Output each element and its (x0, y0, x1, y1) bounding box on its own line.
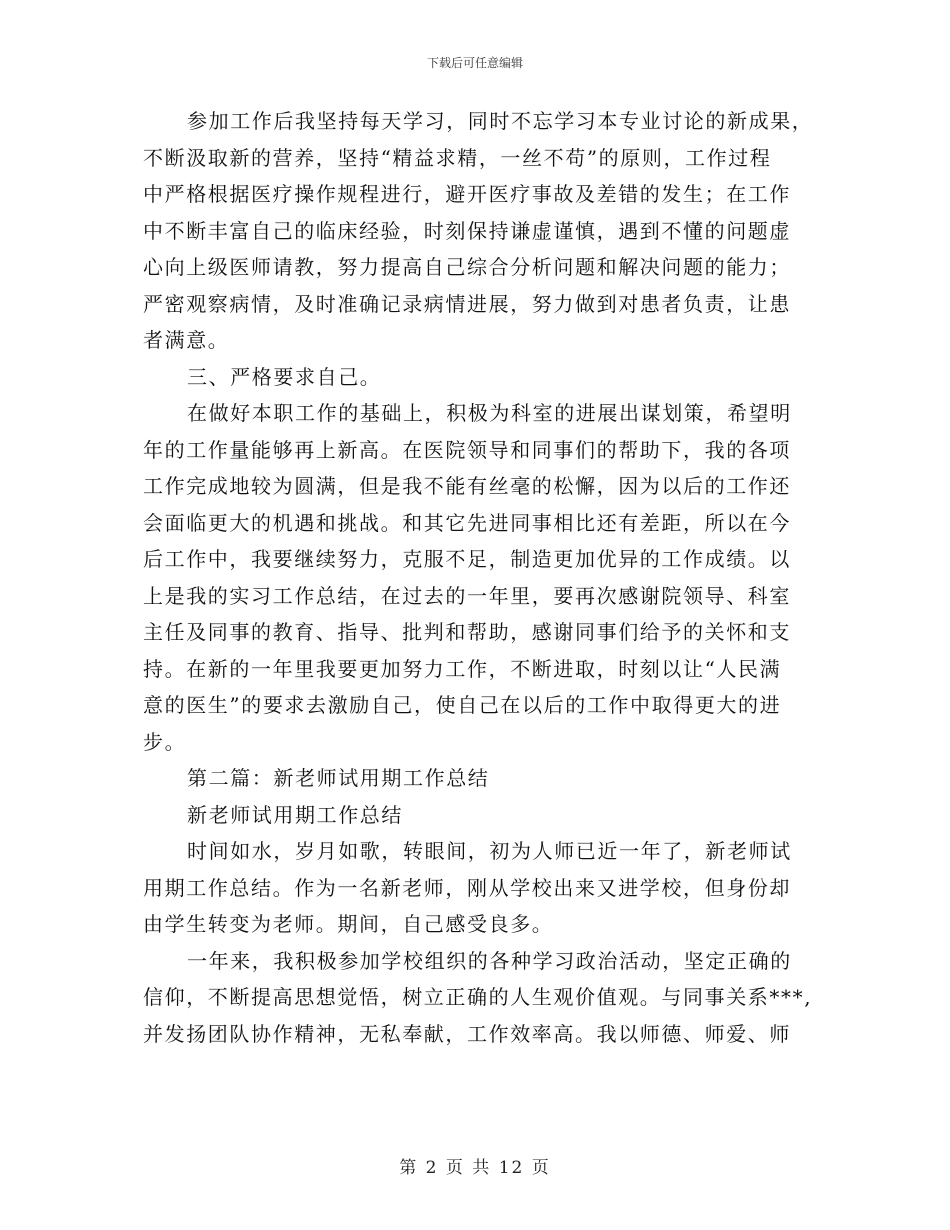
text-line: 会面临更大的机遇和挑战。和其它先进同事相比还有差距，所以在今 (143, 510, 791, 535)
text-line: 工作完成地较为圆满，但是我不能有丝毫的松懈，因为以后的工作还 (143, 474, 791, 498)
text-line: 持。在新的一年里我要更加努力工作，不断进取，时刻以让“人民满 (143, 656, 782, 681)
text-line: 一年来，我积极参加学校组织的各种学习政治活动，坚定正确的 (187, 948, 792, 973)
text-line: 参加工作后我坚持每天学习，同时不忘学习本专业讨论的新成果， (187, 109, 814, 133)
text-line: 年的工作量能够再上新高。在医院领导和同事们的帮助下，我的各项 (143, 437, 791, 462)
text-line: 不断汲取新的营养，坚持“精益求精，一丝不苟”的原则，工作过程 (143, 145, 772, 170)
text-line: 上是我的实习工作总结，在过去的一年里，要再次感谢院领导、科室 (143, 583, 791, 608)
text-line: 并发扬团队协作精神，无私奉献，工作效率高。我以师德、师爱、师 (143, 1021, 791, 1046)
text-line: 意的医生”的要求去激励自己，使自己在以后的工作中取得更大的进 (143, 693, 782, 717)
text-line: 心向上级医师请教，努力提高自己综合分析问题和解决问题的能力； (143, 255, 791, 279)
page-footer: 第 2 页 共 12 页 (399, 1158, 551, 1178)
text-line: 主任及同事的教育、指导、批判和帮助，感谢同事们给予的关怀和支 (143, 620, 791, 644)
page-header: 下载后可任意编辑 (426, 56, 523, 70)
text-line: 后工作中，我要继续努力，克服不足，制造更加优异的工作成绩。以 (143, 547, 791, 571)
text-line: 由学生转变为老师。期间，自己感受良多。 (143, 912, 554, 936)
text-line: 中不断丰富自己的临床经验，时刻保持谦虚谨慎，遇到不懂的问题虚 (143, 218, 791, 243)
document-body (143, 103, 814, 1052)
text-line: 严密观察病情，及时准确记录病情进展，努力做到对患者负责，让患 (143, 291, 791, 316)
chapter-heading: 第二篇：新老师试用期工作总结 (187, 766, 490, 790)
chapter-title: 新老师试用期工作总结 (187, 802, 403, 827)
text-line: 信仰，不断提高思想觉悟，树立正确的人生观价值观。与同事关系***, (143, 985, 813, 1009)
text-line: 时间如水，岁月如歌，转眼间，初为人师已近一年了，新老师试 (187, 839, 792, 863)
text-line: 用期工作总结。作为一名新老师，刚从学校出来又进学校，但身份却 (143, 875, 791, 900)
text-line: 步。 (143, 729, 187, 754)
section-heading: 三、严格要求自己。 (187, 364, 382, 389)
text-line: 中严格根据医疗操作规程进行，避开医疗事故及差错的发生；在工作 (143, 182, 791, 206)
text-line: 在做好本职工作的基础上，积极为科室的进展出谋划策，希望明 (187, 401, 792, 425)
text-line: 者满意。 (143, 328, 230, 352)
